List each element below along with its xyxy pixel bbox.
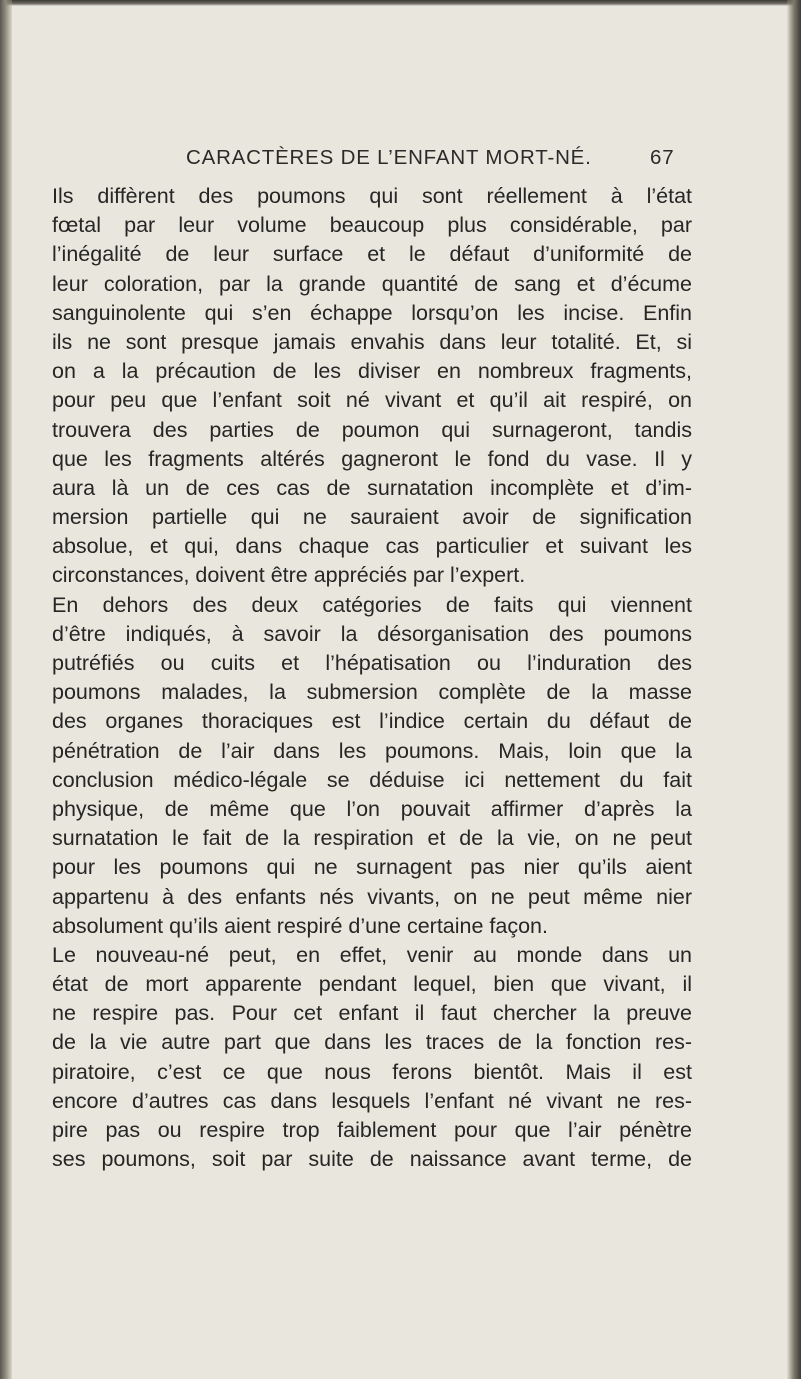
- running-head: [0, 140, 801, 170]
- text-line: poumons malades, la submersion complète de la masse: [52, 680, 692, 705]
- text-line: ne respire pas. Pour cet enfant il faut chercher la preuve: [52, 1001, 692, 1026]
- text-line: pour les poumons qui ne surnagent pas nier qu’ils aient: [52, 855, 692, 880]
- text-line: sanguinolente qui s’en échappe lorsqu’on les incise. Enfin: [52, 300, 692, 325]
- text-line: l’inégalité de leur surface et le défaut d’uniformité de: [52, 242, 692, 267]
- text-line: trouvera des parties de poumon qui surnageront, tandis: [52, 417, 692, 442]
- text-line: de la vie autre part que dans les traces de la fonction res-: [52, 1030, 692, 1055]
- page-number: 67: [650, 146, 675, 169]
- text-line: fœtal par leur volume beaucoup plus considérable, par: [52, 213, 692, 238]
- text-line: d’être indiqués, à savoir la désorganisation des poumons: [52, 621, 692, 646]
- text-line: surnatation le fait de la respiration et de la vie, on ne peut: [52, 826, 692, 851]
- page-top-shadow: [0, 0, 801, 6]
- text-line: que les fragments altérés gagneront le fond du vase. Il y: [52, 446, 692, 471]
- text-line: putréfiés ou cuits et l’hépatisation ou l’induration des: [52, 651, 692, 675]
- text-line: on a la précaution de les diviser en nombreux fragments,: [52, 359, 692, 384]
- running-title: CARACTÈRES DE L’ENFANT MORT-NÉ.: [186, 146, 592, 169]
- text-line: ils ne sont presque jamais envahis dans leur totalité. Et, si: [52, 329, 692, 354]
- text-line: pénétration de l’air dans les poumons. Mais, loin que la: [52, 738, 692, 763]
- text-line: absolument qu’ils aient respiré d’une certaine façon.: [52, 913, 548, 938]
- text-line: circonstances, doivent être appréciés par l’expert.: [52, 563, 526, 588]
- page-right-edge-shadow: [787, 0, 801, 1379]
- text-line: Ils diffèrent des poumons qui sont réellement à l’état: [52, 184, 692, 208]
- text-line: état de mort apparente pendant lequel, bien que vivant, il: [52, 972, 692, 997]
- text-line: pire pas ou respire trop faiblement pour que l’air pénètre: [52, 1118, 692, 1142]
- text-line: Le nouveau-né peut, en effet, venir au monde dans un: [52, 942, 692, 967]
- page-left-binding-shadow: [0, 0, 12, 1379]
- text-line: pour peu que l’enfant soit né vivant et qu’il ait respiré, on: [52, 388, 692, 413]
- text-line: des organes thoraciques est l’indice certain du défaut de: [52, 709, 692, 734]
- text-line: conclusion médico-légale se déduise ici nettement du fait: [52, 767, 692, 792]
- text-line: physique, de même que l’on pouvait affirmer d’après la: [52, 796, 692, 821]
- text-line: leur coloration, par la grande quantité de sang et d’écume: [52, 271, 692, 296]
- text-line: piratoire, c’est ce que nous ferons bientôt. Mais il est: [52, 1059, 692, 1084]
- text-line: absolue, et qui, dans chaque cas particulier et suivant les: [52, 534, 692, 559]
- text-line: En dehors des deux catégories de faits qui viennent: [52, 592, 692, 617]
- text-line: appartenu à des enfants nés vivants, on ne peut même nier: [52, 884, 692, 909]
- text-line: mersion partielle qui ne sauraient avoir de signification: [52, 505, 692, 530]
- text-line: ses poumons, soit par suite de naissance avant terme, de: [52, 1147, 692, 1172]
- body-text: [52, 182, 692, 1174]
- text-line: aura là un de ces cas de surnatation incomplète et d’im-: [52, 475, 692, 500]
- text-line: encore d’autres cas dans lesquels l’enfant né vivant ne res-: [52, 1088, 692, 1113]
